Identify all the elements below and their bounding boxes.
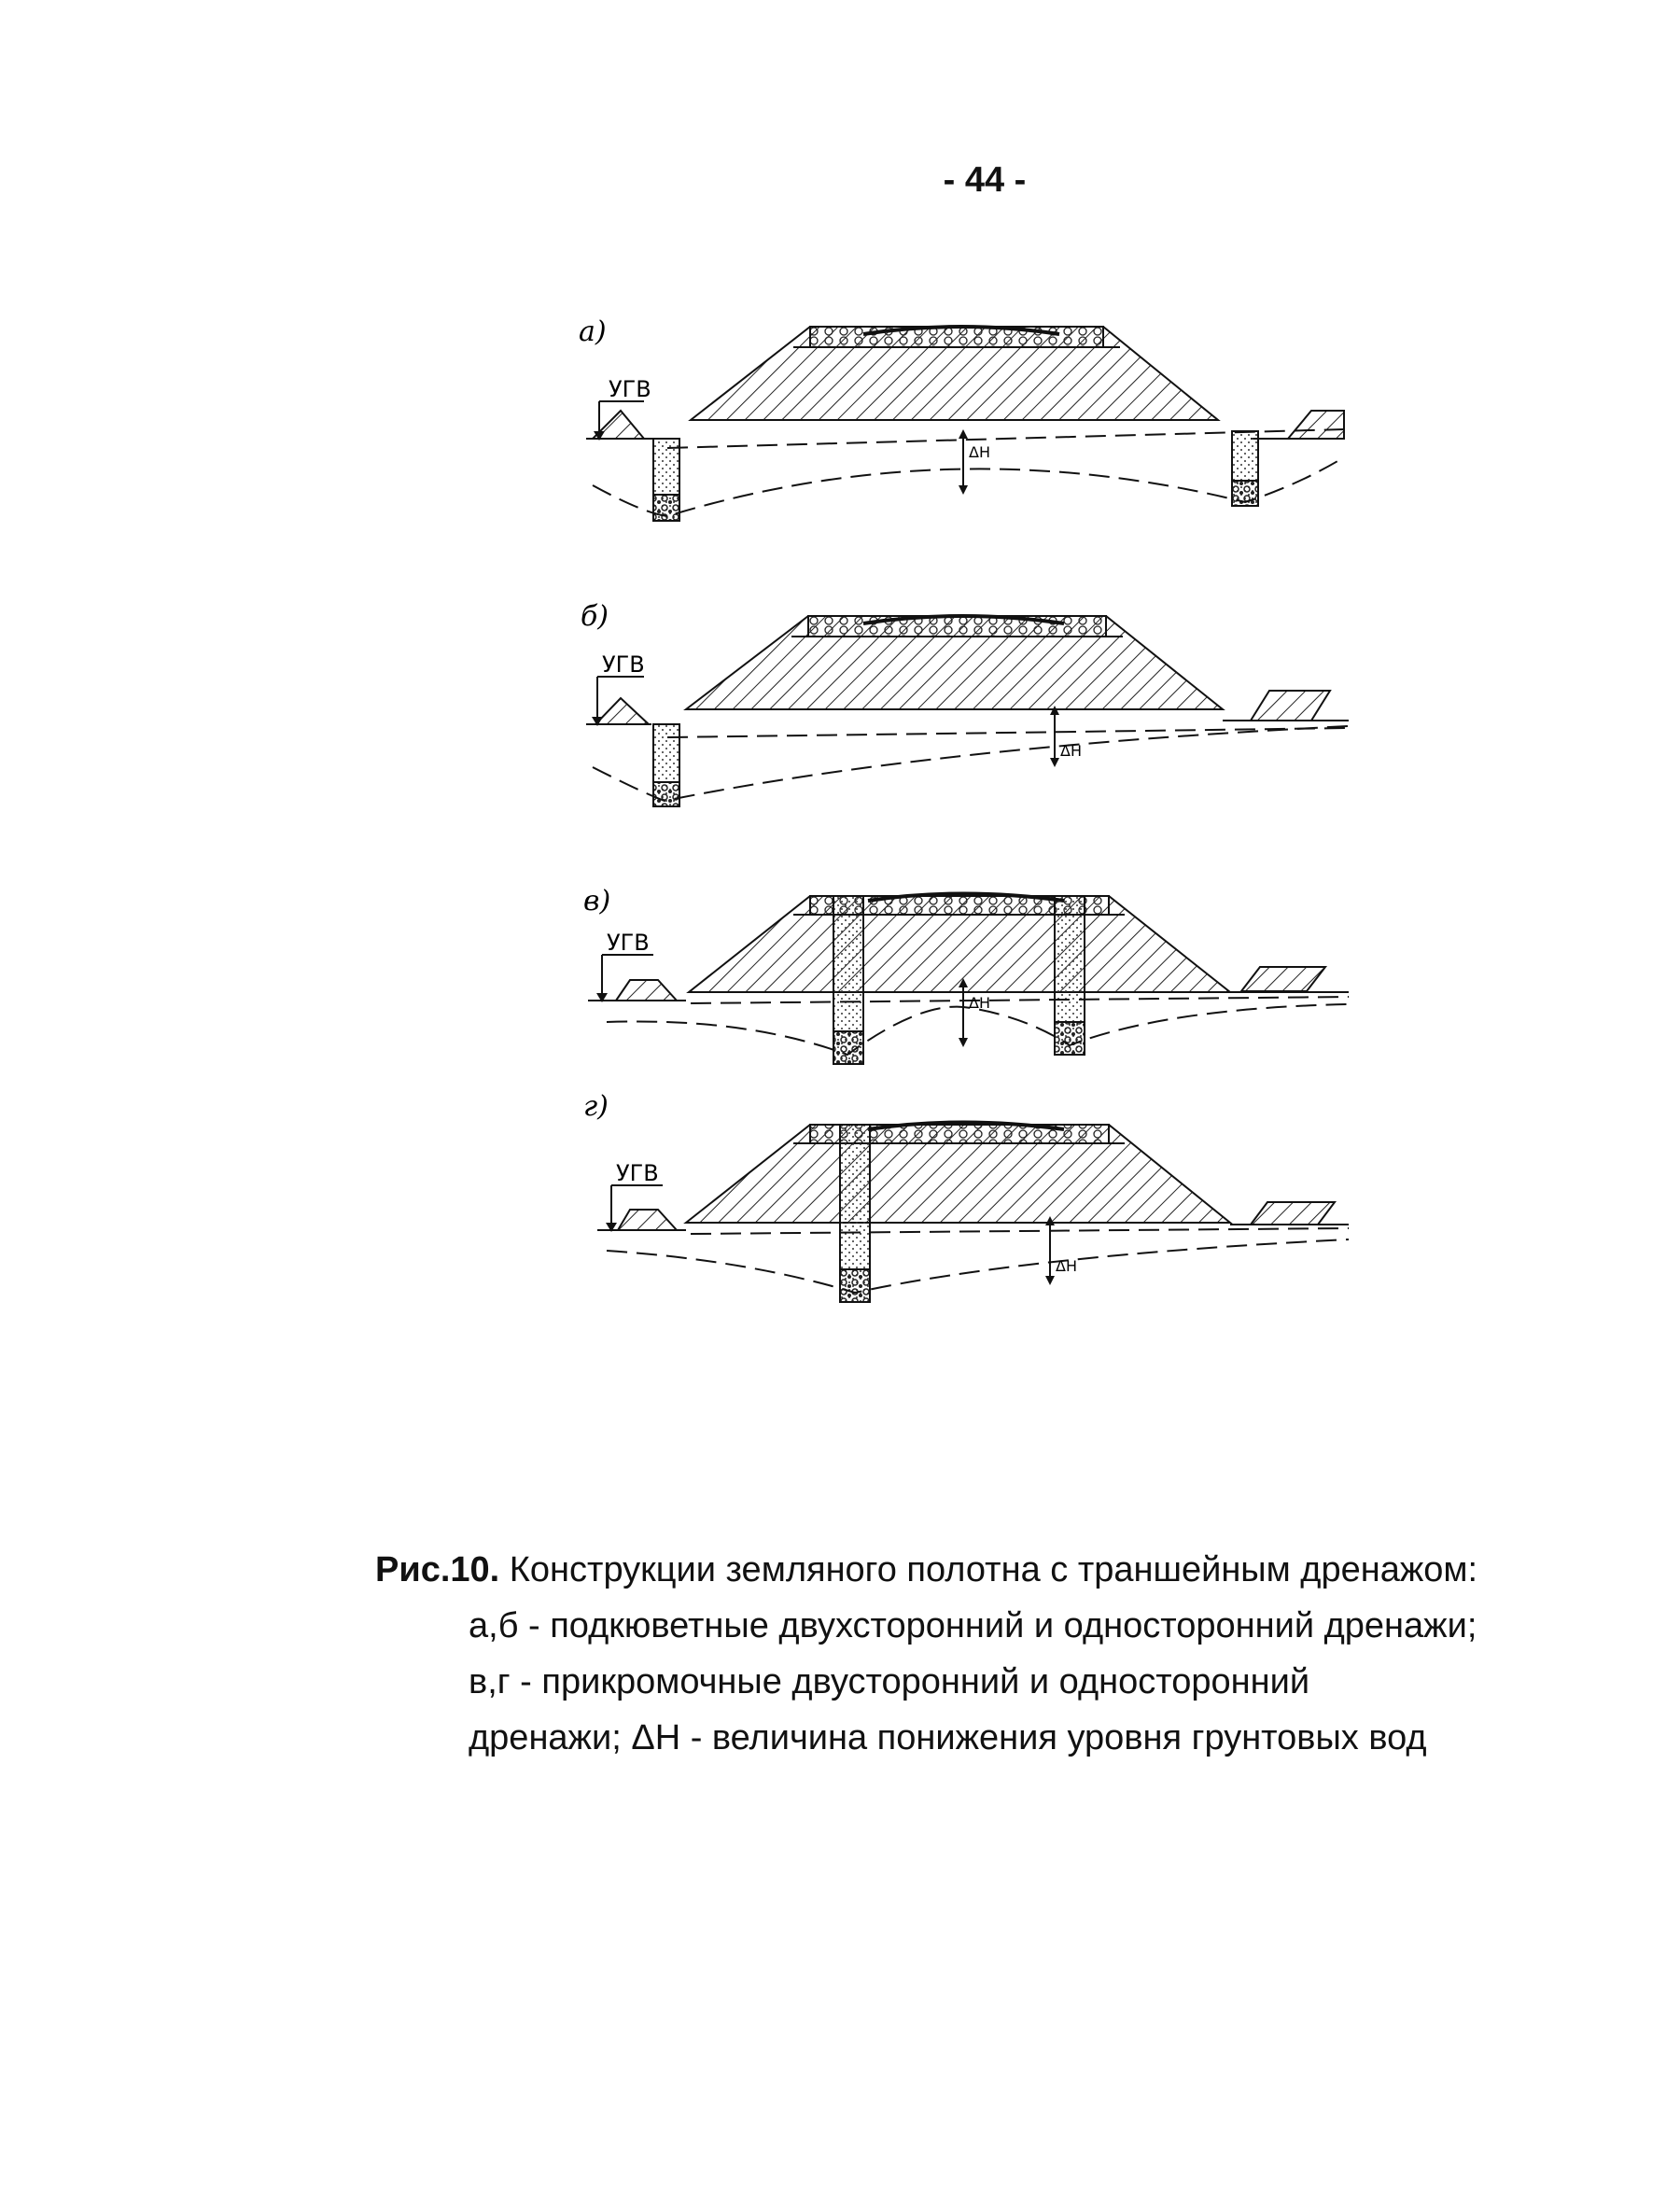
delta-h-label-b: ΔH	[1060, 742, 1082, 760]
panel-c	[583, 885, 1349, 1064]
caption-fig-label: Рис.10.	[375, 1550, 500, 1589]
panel-label-a: а)	[579, 315, 607, 348]
pavement-a	[810, 327, 1103, 347]
figure-caption	[375, 1542, 1589, 1766]
caption-line-4: дренажи; ΔH - величина понижения уровня грунтовых вод	[469, 1718, 1427, 1757]
panel-label-c: в)	[583, 885, 611, 917]
panel-b	[581, 600, 1349, 806]
caption-line-2: а,б - подкюветные двухсторонний и односторонний дренажи;	[469, 1606, 1477, 1645]
ugv-label-c: УГВ	[607, 930, 650, 956]
delta-h-label-d: ΔH	[1056, 1257, 1077, 1275]
panel-a	[579, 315, 1344, 521]
pavement-b	[808, 616, 1106, 637]
panel-d	[583, 1090, 1349, 1302]
panel-label-b: б)	[581, 600, 609, 633]
ugv-label-d: УГВ	[616, 1160, 659, 1186]
page-number: - 44 -	[943, 161, 1027, 200]
caption-line-3: в,г - прикромочные двусторонний и односторонний	[469, 1662, 1310, 1701]
caption-title-line	[375, 1542, 1589, 1598]
caption-title: Конструкции земляного полотна с траншейным дренажом:	[499, 1550, 1478, 1589]
panel-label-d: г)	[583, 1090, 609, 1123]
ugv-label-b: УГВ	[602, 651, 645, 678]
delta-h-label-a: ΔH	[969, 443, 990, 461]
ugv-label-a: УГВ	[609, 376, 651, 402]
delta-h-label-c: ΔH	[969, 994, 990, 1012]
